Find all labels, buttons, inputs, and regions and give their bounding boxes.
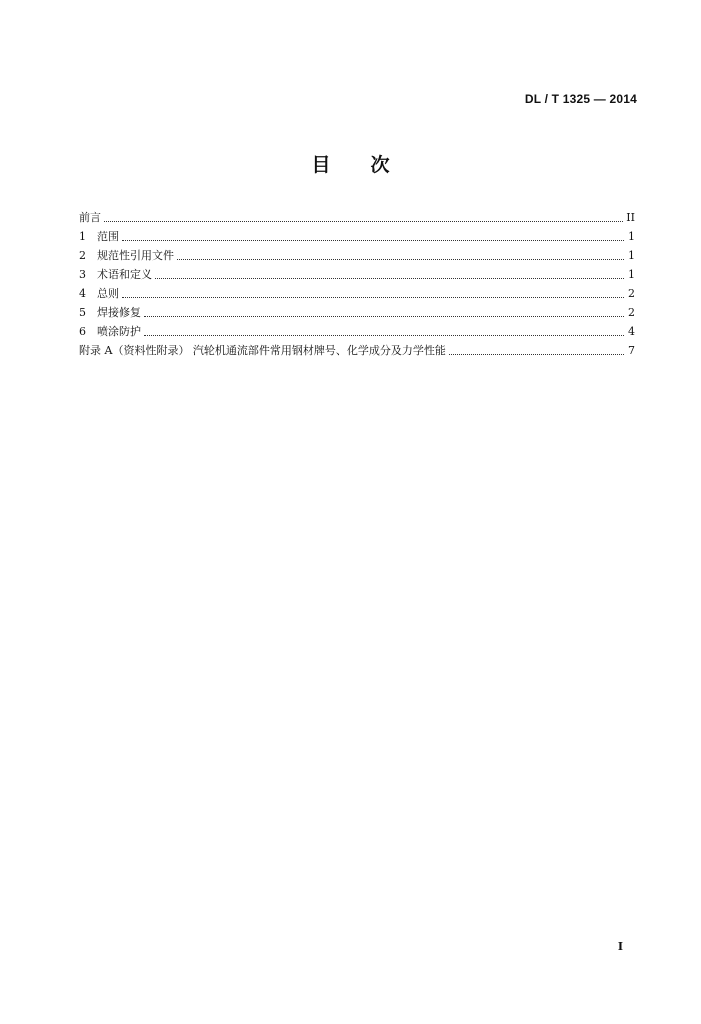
toc-entry-normative-references[interactable] <box>79 246 635 265</box>
toc-heading <box>0 150 701 177</box>
toc-entry-number: 1 <box>79 230 86 243</box>
toc-entry-label: 附录 A（资料性附录） 汽轮机通流部件常用钢材牌号、化学成分及力学性能 <box>79 344 446 357</box>
toc-entry-page: II <box>626 211 635 224</box>
toc-entry-label: 规范性引用文件 <box>97 249 174 262</box>
dot-leader <box>449 354 624 355</box>
dot-leader <box>122 297 624 298</box>
toc-entry-number: 5 <box>79 306 86 319</box>
table-of-contents <box>79 208 635 360</box>
toc-heading-char-2: 次 <box>370 154 390 176</box>
page-number: I <box>617 940 623 953</box>
toc-entry-number: 2 <box>79 249 86 262</box>
dot-leader <box>144 335 624 336</box>
toc-entry-page: 2 <box>628 287 635 300</box>
toc-entry-page: 1 <box>628 249 635 262</box>
toc-entry-label: 喷涂防护 <box>97 325 141 338</box>
toc-entry-scope[interactable] <box>79 227 635 246</box>
toc-entry-page: 1 <box>628 268 635 281</box>
toc-entry-label: 总则 <box>97 287 119 300</box>
toc-entry-number: 4 <box>79 287 86 300</box>
dot-leader <box>155 278 624 279</box>
toc-entry-page: 4 <box>628 325 635 338</box>
toc-entry-spray-protection[interactable] <box>79 322 635 341</box>
toc-entry-weld-repair[interactable] <box>79 303 635 322</box>
toc-entry-page: 1 <box>628 230 635 243</box>
dot-leader <box>122 240 624 241</box>
toc-entry-number: 6 <box>79 325 86 338</box>
toc-heading-char-1: 目 <box>311 154 331 176</box>
dot-leader <box>144 316 624 317</box>
toc-entry-terms-definitions[interactable] <box>79 265 635 284</box>
dot-leader <box>104 221 623 222</box>
toc-entry-general[interactable] <box>79 284 635 303</box>
dot-leader <box>177 259 624 260</box>
toc-entry-label: 焊接修复 <box>97 306 141 319</box>
toc-entry-label: 术语和定义 <box>97 268 152 281</box>
toc-entry-label: 范围 <box>97 230 119 243</box>
toc-entry-page: 2 <box>628 306 635 319</box>
toc-entry-label: 前言 <box>79 211 101 224</box>
toc-entry-appendix-a[interactable] <box>79 341 635 360</box>
document-code: DL / T 1325 — 2014 <box>524 92 637 106</box>
toc-entry-number: 3 <box>79 268 86 281</box>
toc-entry-page: 7 <box>628 344 635 357</box>
toc-entry-foreword[interactable] <box>79 208 635 227</box>
